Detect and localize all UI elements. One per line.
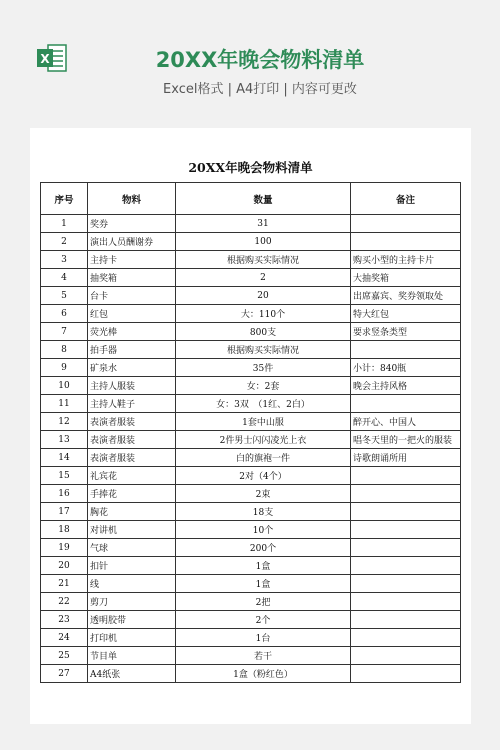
cell-notes — [351, 575, 461, 593]
cell-notes: 大抽奖箱 — [351, 269, 461, 287]
cell-item: 拍手器 — [88, 341, 176, 359]
cell-quantity: 31 — [176, 215, 351, 233]
cell-quantity: 1盒 — [176, 557, 351, 575]
cell-quantity: 根据购买实际情况 — [176, 341, 351, 359]
cell-index: 2 — [41, 233, 88, 251]
page-subtitle: Excel格式 | A4打印 | 内容可更改 — [163, 82, 357, 97]
cell-index: 8 — [41, 341, 88, 359]
cell-notes: 唱冬天里的一把火的服装 — [351, 431, 461, 449]
cell-item: 胸花 — [88, 503, 176, 521]
cell-quantity: 1盒 — [176, 575, 351, 593]
cell-index: 20 — [41, 557, 88, 575]
cell-quantity: 35件 — [176, 359, 351, 377]
cell-item: 透明胶带 — [88, 611, 176, 629]
table-row — [41, 233, 461, 251]
cell-item: 剪刀 — [88, 593, 176, 611]
cell-quantity: 20 — [176, 287, 351, 305]
cell-item: 矿泉水 — [88, 359, 176, 377]
cell-quantity: 根据购买实际情况 — [176, 251, 351, 269]
cell-notes — [351, 647, 461, 665]
table-row — [41, 665, 461, 683]
cell-quantity: 大：110个 — [176, 305, 351, 323]
cell-notes — [351, 341, 461, 359]
cell-item: 主持卡 — [88, 251, 176, 269]
cell-notes — [351, 665, 461, 683]
table-row — [41, 575, 461, 593]
cell-item: 气球 — [88, 539, 176, 557]
cell-item: 奖券 — [88, 215, 176, 233]
column-header-quantity: 数量 — [176, 183, 351, 215]
svg-text:X: X — [40, 52, 50, 66]
table-row — [41, 431, 461, 449]
cell-item: 表演者服装 — [88, 449, 176, 467]
cell-item: 演出人员酬谢券 — [88, 233, 176, 251]
cell-item: 台卡 — [88, 287, 176, 305]
cell-quantity: 2个 — [176, 611, 351, 629]
table-row — [41, 395, 461, 413]
column-header-index: 序号 — [41, 183, 88, 215]
cell-index: 11 — [41, 395, 88, 413]
cell-quantity: 2件男士闪闪凌光上衣 — [176, 431, 351, 449]
cell-index: 27 — [41, 665, 88, 683]
cell-index: 18 — [41, 521, 88, 539]
cell-index: 21 — [41, 575, 88, 593]
cell-item: 节目单 — [88, 647, 176, 665]
table-row — [41, 359, 461, 377]
table-row — [41, 377, 461, 395]
cell-quantity: 2对（4个） — [176, 467, 351, 485]
table-row — [41, 449, 461, 467]
cell-quantity: 1套中山服 — [176, 413, 351, 431]
table-row — [41, 503, 461, 521]
cell-quantity: 1台 — [176, 629, 351, 647]
materials-table — [40, 182, 461, 683]
cell-index: 7 — [41, 323, 88, 341]
table-row — [41, 287, 461, 305]
cell-index: 4 — [41, 269, 88, 287]
table-row — [41, 521, 461, 539]
cell-index: 25 — [41, 647, 88, 665]
cell-notes — [351, 611, 461, 629]
cell-notes — [351, 503, 461, 521]
cell-index: 24 — [41, 629, 88, 647]
page-title: 20XX年晚会物料清单 — [155, 48, 365, 72]
table-row — [41, 323, 461, 341]
cell-notes: 购买小型的主持卡片 — [351, 251, 461, 269]
table-row — [41, 557, 461, 575]
table-row — [41, 341, 461, 359]
table-row — [41, 629, 461, 647]
cell-notes — [351, 233, 461, 251]
cell-quantity: 白的旗袍一件 — [176, 449, 351, 467]
cell-index: 14 — [41, 449, 88, 467]
cell-quantity: 女：3双 （1红、2白） — [176, 395, 351, 413]
cell-notes — [351, 467, 461, 485]
cell-quantity: 800支 — [176, 323, 351, 341]
page-header — [0, 0, 500, 120]
cell-index: 23 — [41, 611, 88, 629]
cell-notes: 要求竖条类型 — [351, 323, 461, 341]
cell-item: 手捧花 — [88, 485, 176, 503]
cell-quantity: 10个 — [176, 521, 351, 539]
table-row — [41, 611, 461, 629]
cell-index: 12 — [41, 413, 88, 431]
document-title: 20XX年晚会物料清单 — [188, 160, 313, 175]
table-row — [41, 593, 461, 611]
cell-item: 对讲机 — [88, 521, 176, 539]
cell-quantity: 女：2套 — [176, 377, 351, 395]
cell-item: 红包 — [88, 305, 176, 323]
cell-quantity: 18支 — [176, 503, 351, 521]
cell-notes: 小计：840瓶 — [351, 359, 461, 377]
cell-item: 扣针 — [88, 557, 176, 575]
cell-notes: 特大红包 — [351, 305, 461, 323]
cell-item: 主持人服装 — [88, 377, 176, 395]
cell-index: 19 — [41, 539, 88, 557]
cell-notes — [351, 521, 461, 539]
cell-quantity: 2 — [176, 269, 351, 287]
cell-index: 22 — [41, 593, 88, 611]
table-row — [41, 269, 461, 287]
cell-quantity: 1盒（粉红色） — [176, 665, 351, 683]
document-sheet — [30, 128, 471, 724]
cell-item: 主持人鞋子 — [88, 395, 176, 413]
cell-index: 10 — [41, 377, 88, 395]
cell-item: 打印机 — [88, 629, 176, 647]
cell-index: 16 — [41, 485, 88, 503]
cell-quantity: 100 — [176, 233, 351, 251]
cell-notes: 出席嘉宾、奖券领取处 — [351, 287, 461, 305]
table-row — [41, 215, 461, 233]
cell-item: 礼宾花 — [88, 467, 176, 485]
cell-notes: 诗歌朗诵所用 — [351, 449, 461, 467]
table-row — [41, 485, 461, 503]
cell-notes — [351, 629, 461, 647]
cell-index: 6 — [41, 305, 88, 323]
cell-quantity: 200个 — [176, 539, 351, 557]
table-header-row — [41, 183, 461, 215]
cell-quantity: 2把 — [176, 593, 351, 611]
cell-index: 3 — [41, 251, 88, 269]
column-header-item: 物料 — [88, 183, 176, 215]
column-header-notes: 备注 — [351, 183, 461, 215]
cell-index: 13 — [41, 431, 88, 449]
cell-item: 表演者服装 — [88, 431, 176, 449]
cell-item: 表演者服装 — [88, 413, 176, 431]
cell-index: 9 — [41, 359, 88, 377]
table-row — [41, 647, 461, 665]
table-row — [41, 251, 461, 269]
cell-notes: 晚会主持风格 — [351, 377, 461, 395]
cell-quantity: 2束 — [176, 485, 351, 503]
table-row — [41, 539, 461, 557]
cell-notes — [351, 485, 461, 503]
table-row — [41, 467, 461, 485]
cell-index: 1 — [41, 215, 88, 233]
cell-notes — [351, 593, 461, 611]
cell-quantity: 若干 — [176, 647, 351, 665]
cell-notes — [351, 539, 461, 557]
cell-index: 15 — [41, 467, 88, 485]
cell-item: A4纸张 — [88, 665, 176, 683]
cell-item: 线 — [88, 575, 176, 593]
table-row — [41, 413, 461, 431]
table-row — [41, 305, 461, 323]
cell-item: 抽奖箱 — [88, 269, 176, 287]
cell-item: 荧光棒 — [88, 323, 176, 341]
cell-notes — [351, 215, 461, 233]
cell-notes: 醉开心、中国人 — [351, 413, 461, 431]
cell-notes — [351, 557, 461, 575]
cell-index: 17 — [41, 503, 88, 521]
cell-notes — [351, 395, 461, 413]
cell-index: 5 — [41, 287, 88, 305]
